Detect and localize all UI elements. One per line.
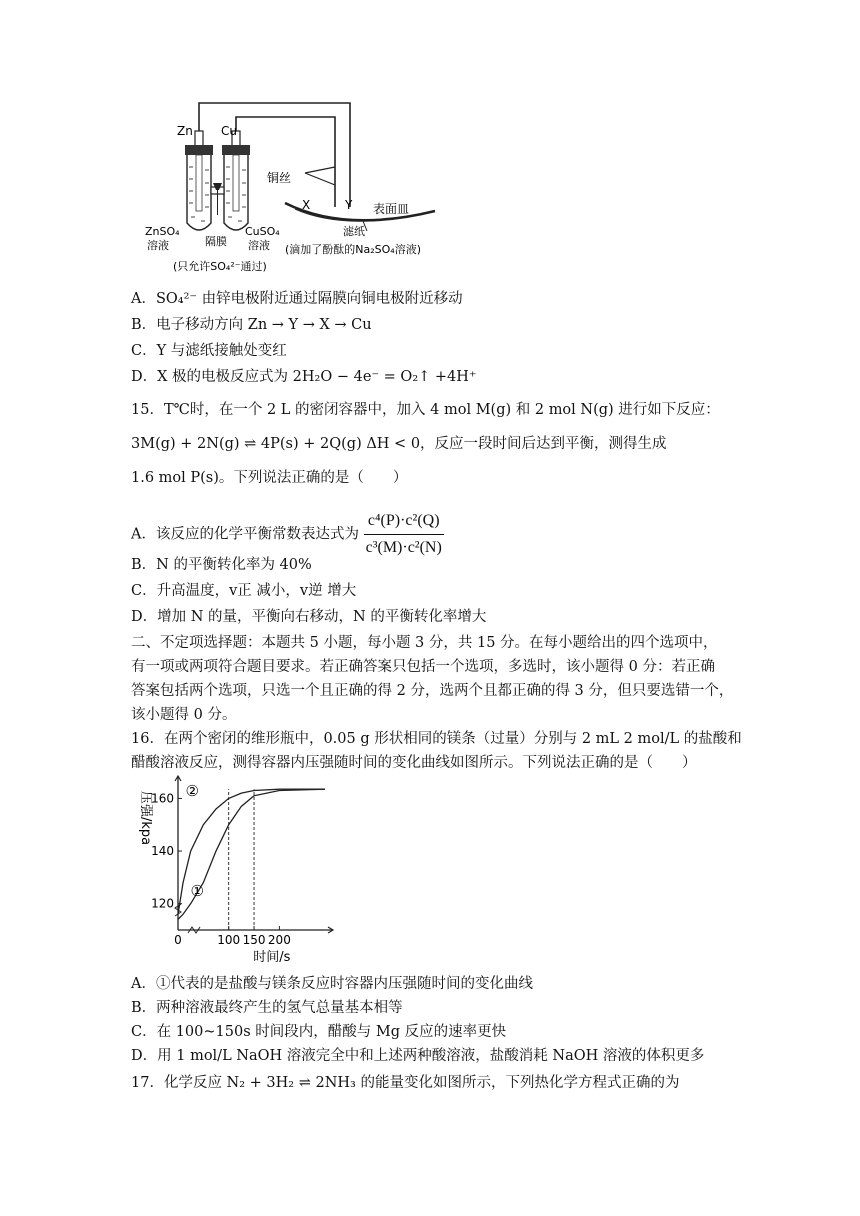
q14-option-c: C．Y 与滤纸接触处变红 <box>131 343 287 359</box>
electrochemical-cell-diagram <box>135 95 475 280</box>
label-membrane: 隔膜 <box>205 235 227 248</box>
section2-line1: 二、不定项选择题：本题共 5 小题，每小题 3 分，共 15 分。在每小题给出的四个选项中， <box>131 635 718 651</box>
y-tick-label: 160 <box>151 791 174 806</box>
q16-option-a: A．①代表的是盐酸与镁条反应时容器内压强随时间的变化曲线 <box>131 976 533 992</box>
fraction-denominator: c³(M)·c²(N) <box>365 539 442 556</box>
y-tick-label: 120 <box>151 896 174 911</box>
q15-option-c: C．升高温度，v正 减小，v逆 增大 <box>131 583 357 599</box>
x-tick-label: 200 <box>267 933 291 947</box>
x-tick-label: 100 <box>217 933 241 947</box>
q16-option-b: B．两种溶液最终产生的氢气总量基本相等 <box>131 1000 403 1016</box>
label-znso4-solution: 溶液 <box>147 239 169 252</box>
section2-line4: 该小题得 0 分。 <box>131 707 237 723</box>
x-axis-label: 时间/s <box>253 950 291 965</box>
label-x: X <box>302 198 311 212</box>
section2-line3: 答案包括两个选项，只选一个且正确的得 2 分，选两个且都正确的得 3 分，但只要选错一个， <box>131 683 734 699</box>
q16-option-c: C．在 100~150s 时间段内，醋酸与 Mg 反应的速率更快 <box>131 1024 507 1040</box>
q15-stem-line2: 3M(g) + 2N(g) ⇌ 4P(s) + 2Q(g) ΔH < 0，反应一段时间后达到平衡，测得生成 <box>131 436 667 452</box>
series-label-1: ① <box>190 881 204 900</box>
label-cuso4: CuSO₄ <box>245 225 280 238</box>
label-zn: Zn <box>177 124 193 138</box>
pressure-time-chart <box>130 772 340 972</box>
q15-stem-line3: 1.6 mol P(s)。下列说法正确的是（ ） <box>131 470 408 486</box>
x-tick-label: 0 <box>174 933 182 947</box>
y-axis-label: 压强/kpa <box>138 790 153 846</box>
label-znso4: ZnSO₄ <box>145 225 180 238</box>
q16-stem-line2: 醋酸溶液反应，测得容器内压强随时间的变化曲线如图所示。下列说法正确的是（ ） <box>131 755 697 771</box>
q14-option-b: B．电子移动方向 Zn → Y → X → Cu <box>131 317 372 333</box>
label-filter-paper: 滤纸 <box>343 225 365 238</box>
q15-option-d: D．增加 N 的量，平衡向右移动，N 的平衡转化率增大 <box>131 609 487 625</box>
label-copper-wire: 铜丝 <box>267 171 292 185</box>
series-line-2 <box>178 789 325 919</box>
label-membrane-note: (只允许SO₄²⁻通过) <box>173 260 267 273</box>
label-y: Y <box>345 198 353 212</box>
q15-stem-line1: 15．T℃时，在一个 2 L 的密闭容器中，加入 4 mol M(g) 和 2 mol N(g) 进行如下反应： <box>131 402 720 418</box>
q14-option-a: A．SO₄²⁻ 由锌电极附近通过隔膜向铜电极附近移动 <box>131 291 463 307</box>
q15-option-b: B．N 的平衡转化率为 40% <box>131 557 312 573</box>
label-filter-note: (滴加了酚酞的Na₂SO₄溶液) <box>285 243 422 256</box>
q16-stem-line1: 16．在两个密闭的维形瓶中，0.05 g 形状相同的镁条（过量）分别与 2 mL 2 mol/L 的盐酸和 <box>131 731 742 747</box>
series-label-2: ② <box>185 781 199 800</box>
label-watch-glass: 表面皿 <box>373 202 410 216</box>
equilibrium-constant-fraction <box>364 510 444 559</box>
x-tick-label: 150 <box>242 933 266 947</box>
label-cu: Cu <box>221 124 237 138</box>
fraction-numerator: c⁴(P)·c²(Q) <box>364 510 444 535</box>
q14-option-d: D．X 极的电极反应式为 2H₂O − 4e⁻ = O₂↑ +4H⁺ <box>131 369 477 385</box>
q15-option-a <box>131 510 444 559</box>
x-axis-break <box>188 927 200 933</box>
q15-option-a-text: A．该反应的化学平衡常数表达式为 <box>131 526 359 543</box>
section2-line2: 有一项或两项符合题目要求。若正确答案只包括一个选项，多选时，该小题得 0 分：若正确 <box>131 659 715 675</box>
y-tick-label: 140 <box>151 844 174 859</box>
q17-stem-line1: 17．化学反应 N₂ + 3H₂ ⇌ 2NH₃ 的能量变化如图所示，下列热化学方程式正确的为 <box>131 1075 680 1091</box>
label-cuso4-solution: 溶液 <box>248 239 270 252</box>
q16-option-d: D．用 1 mol/L NaOH 溶液完全中和上述两种酸溶液，盐酸消耗 NaOH 溶液的体积更多 <box>131 1048 705 1064</box>
